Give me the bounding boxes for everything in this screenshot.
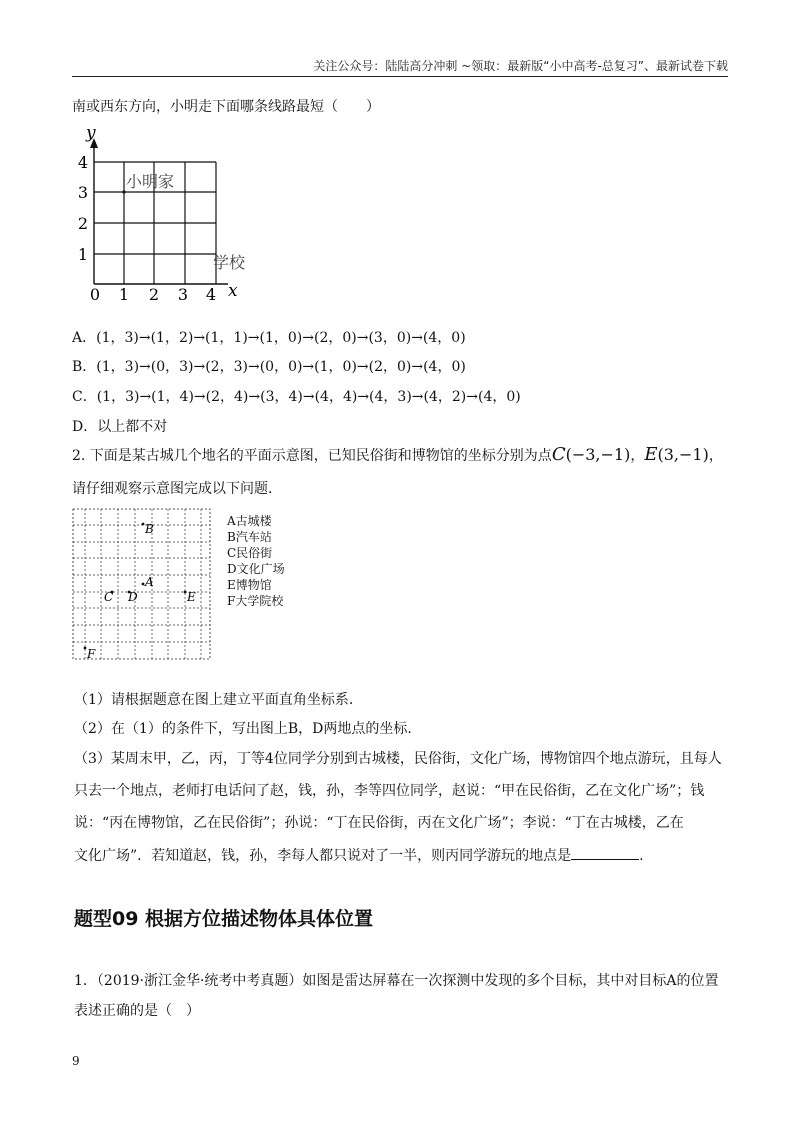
- map-dot-e: [184, 591, 187, 594]
- option-b: B．(1，3)→(0，3)→(2，3)→(0，0)→(1，0)→(2，0)→(4，0): [72, 359, 466, 375]
- legend-e: E博物馆: [227, 578, 272, 592]
- map-label-e: E: [187, 590, 196, 604]
- q2-sub1: （1）请根据题意在图上建立平面直角坐标系.: [74, 692, 354, 708]
- page-number: 9: [72, 1054, 80, 1068]
- y-tick-4: 4: [77, 153, 89, 172]
- legend-d: D文化广场: [227, 562, 285, 576]
- y-tick-1: 1: [77, 245, 89, 264]
- map-label-d: D: [128, 590, 138, 604]
- section-heading: 题型09 根据方位描述物体具体位置: [74, 908, 374, 930]
- point-e-coords: (3,−1): [657, 445, 709, 464]
- q2-sub3-line4: [74, 845, 644, 865]
- map-dot-f: [84, 647, 87, 650]
- q1-stem-tail: 南或西东方向，小明走下面哪条线路最短（ ）: [72, 99, 380, 115]
- y-axis-label: y: [86, 124, 96, 143]
- home-label: 小明家: [126, 172, 175, 191]
- map-label-f: F: [87, 647, 96, 661]
- point-c-coords: (−3,−1): [565, 445, 631, 464]
- q1-grid-figure: [68, 124, 268, 304]
- q2-line1-end: ，: [708, 448, 723, 464]
- option-d: D．以上都不对: [72, 419, 168, 435]
- x-tick-3: 3: [177, 285, 189, 304]
- legend-f: F大学院校: [227, 594, 284, 608]
- q2-map-figure: [72, 508, 212, 662]
- school-label: 学校: [213, 253, 246, 272]
- x-tick-2: 2: [148, 285, 160, 304]
- q2-sub3-end: .: [639, 848, 644, 864]
- map-label-b: B: [145, 522, 154, 536]
- y-tick-2: 2: [77, 214, 89, 233]
- q2-sub3-line3: 说：“丙在博物馆，乙在民俗街”；孙说：“丁在民俗街，丙在文化广场”；李说：“丁在古城楼，乙在: [74, 815, 684, 831]
- q2-line2: 请仔细观察示意图完成以下问题.: [72, 481, 273, 497]
- q2-sub3-last-text: 文化广场”．若知道赵，钱，孙，李每人都只说对了一半，则丙同学游玩的地点是: [74, 848, 572, 864]
- page-header: 关注公众号：陆陆高分冲刺 ~领取：最新版“小中高考-总复习”、最新试卷下载: [313, 59, 728, 73]
- map-label-c: C: [104, 590, 114, 604]
- q2-line1: [72, 446, 723, 465]
- legend-a: A古城楼: [227, 514, 272, 528]
- q2-line1-text: 2. 下面是某古城几个地名的平面示意图，已知民俗街和博物馆的坐标分别为点: [72, 448, 552, 464]
- q2-sub3-line1: （3）某周末甲，乙，丙，丁等4位同学分别到古城楼，民俗街，文化广场，博物馆四个地点游玩，且每人: [74, 751, 722, 767]
- q3-line2: 表述正确的是（ ）: [74, 1003, 200, 1019]
- y-tick-3: 3: [77, 183, 89, 202]
- header-rule: [72, 76, 728, 77]
- q2-comma: ，: [630, 448, 645, 464]
- q2-sub3-line2: 只去一个地点，老师打电话问了赵，钱，孙，李等四位同学，赵说：“甲在民俗街，乙在文化广场”；钱: [74, 783, 705, 799]
- map-dot-a: [142, 583, 145, 586]
- map-dot-b: [142, 523, 145, 526]
- x-tick-4: 4: [205, 285, 217, 304]
- option-c: C．(1，3)→(1，4)→(2，4)→(3，4)→(4，4)→(4，3)→(4，2)→(4，0): [72, 389, 521, 405]
- q3-line1: 1．（2019·浙江金华·统考中考真题）如图是雷达屏幕在一次探测中发现的多个目标，其中对目标A的位置: [74, 973, 719, 989]
- point-c-label: C: [551, 444, 566, 465]
- answer-blank[interactable]: [571, 845, 639, 860]
- map-label-a: A: [145, 575, 154, 589]
- q2-sub2: （2）在（1）的条件下，写出图上B，D两地点的坐标.: [74, 721, 412, 737]
- x-tick-1: 1: [118, 285, 130, 304]
- point-e-label: E: [644, 444, 658, 465]
- option-a: A．(1，3)→(1，2)→(1，1)→(1，0)→(2，0)→(3，0)→(4，0): [72, 330, 466, 346]
- legend-c: C民俗街: [227, 546, 273, 560]
- legend-b: B汽车站: [227, 530, 272, 544]
- x-tick-0: 0: [89, 285, 101, 304]
- x-axis-label: x: [228, 281, 238, 301]
